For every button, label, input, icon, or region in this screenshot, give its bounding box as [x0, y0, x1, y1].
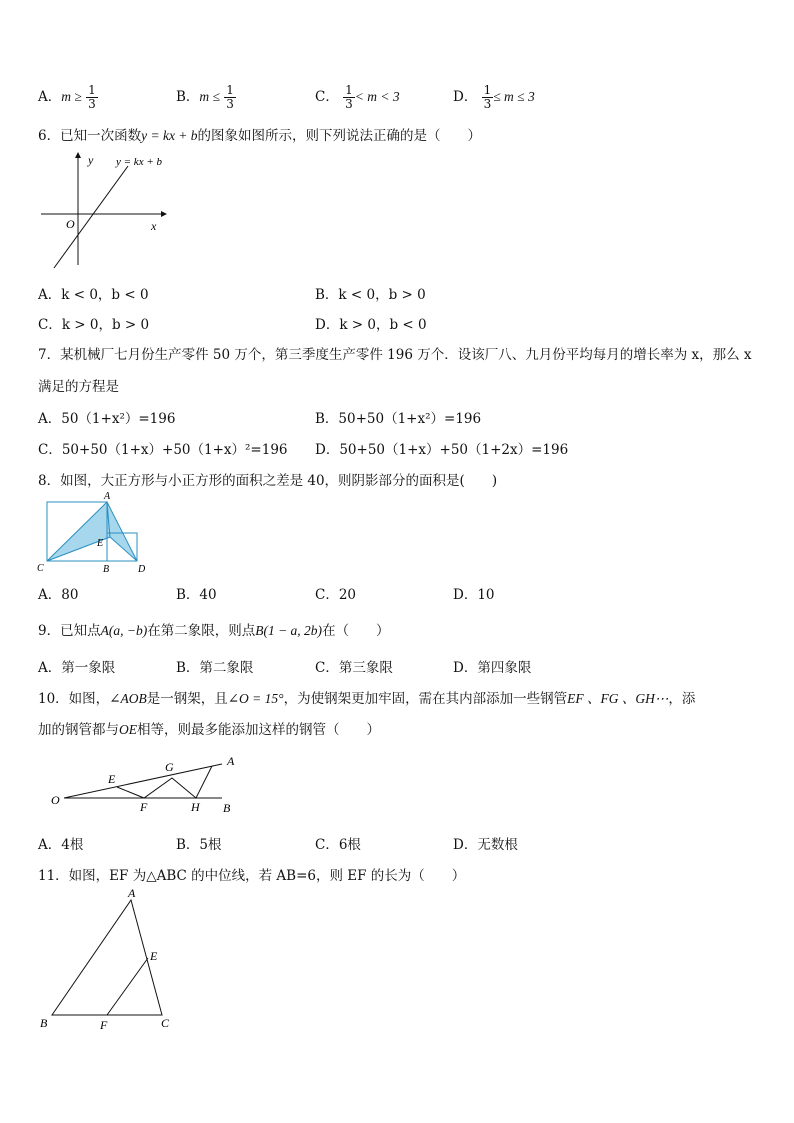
q5-option-a[interactable]: A．m ≥ $\frac{1}{3}$	[38, 83, 96, 111]
q8-option-d[interactable]: D．10	[453, 587, 495, 603]
x-axis-arrow	[161, 211, 167, 217]
fraction: $\frac{1}{3}$	[226, 83, 234, 111]
label-a: A	[128, 886, 136, 900]
fraction: $\frac{1}{3}$	[483, 83, 492, 111]
q10-stem-line2: 加的钢管都与OE相等，则最多能添加这样的钢管（ ）	[38, 722, 380, 738]
shaded-triangle-right	[107, 502, 137, 561]
q10-option-d[interactable]: D．无数根	[453, 837, 518, 853]
x-label: x	[151, 219, 157, 233]
q7-option-b[interactable]: B．50+50（1+x²）=196	[315, 411, 482, 427]
q8-option-a[interactable]: A．80	[38, 587, 79, 603]
label-d: D	[138, 564, 146, 575]
q5-option-c[interactable]: C． $\frac{1}{3}$ < m < 3	[315, 83, 400, 111]
label-b: B	[223, 801, 231, 815]
q5-option-d[interactable]: D． $\frac{1}{3}$ ≤ m ≤ 3	[453, 83, 535, 111]
label-g: G	[165, 760, 174, 774]
label-c: C	[161, 1016, 170, 1030]
fraction: $\frac{1}{3}$	[88, 83, 96, 111]
label-e: E	[97, 538, 104, 549]
label-h: H	[191, 800, 200, 814]
q6-option-c[interactable]: C．k > 0，b > 0	[38, 317, 150, 333]
q9-option-b[interactable]: B．第二象限	[176, 660, 254, 676]
label-a: A	[104, 491, 111, 502]
q8-option-c[interactable]: C．20	[315, 587, 357, 603]
label-o: O	[51, 793, 60, 807]
q9-option-a[interactable]: A．第一象限	[38, 660, 116, 676]
y-axis-arrow	[75, 152, 81, 158]
y-label: y	[88, 153, 94, 167]
q6-option-d[interactable]: D．k > 0，b < 0	[315, 317, 427, 333]
label-e: E	[150, 949, 158, 963]
q10-option-b[interactable]: B．5根	[176, 837, 222, 853]
q7-stem-line1: 7．某机械厂七月份生产零件 50 万个，第三季度生产零件 196 万个．设该厂八、九月份平均每月的增长率为 x，那么 x	[38, 347, 752, 363]
label-e: E	[108, 772, 116, 786]
q10-option-c[interactable]: C．6根	[315, 837, 361, 853]
q10-stem-line1: 10．如图，∠AOB是一钢架，且∠O = 15°，为使钢架更加牢固，需在其内部添加一些钢管EF 、FG 、GH⋯，添	[38, 691, 696, 707]
q11-triangle-figure	[34, 886, 184, 1036]
q11-stem: 11．如图，EF 为△ABC 的中位线，若 AB=6，则 EF 的长为（ ）	[38, 868, 466, 884]
q7-option-c[interactable]: C．50+50（1+x）+50（1+x）²=196	[38, 442, 288, 458]
q9-option-d[interactable]: D．第四象限	[453, 660, 532, 676]
q8-option-b[interactable]: B．40	[176, 587, 217, 603]
label-f: F	[140, 800, 148, 814]
q6-graph	[36, 150, 176, 270]
q6-stem: 6．已知一次函数y = kx + b的图象如图所示，则下列说法正确的是（ ）	[38, 128, 482, 144]
q9-option-c[interactable]: C．第三象限	[315, 660, 393, 676]
q8-stem: 8．如图，大正方形与小正方形的面积之差是 40，则阴影部分的面积是( )	[38, 473, 498, 489]
label-b: B	[40, 1016, 48, 1030]
label-a: A	[227, 754, 235, 768]
q6-option-b[interactable]: B．k < 0，b > 0	[315, 287, 426, 303]
q5-option-b[interactable]: B．m ≤ $\frac{1}{3}$	[176, 83, 234, 111]
triangle-abc	[52, 900, 162, 1015]
label-b: B	[103, 564, 110, 575]
label-f: F	[100, 1018, 108, 1032]
q10-option-a[interactable]: A．4根	[38, 837, 84, 853]
q6-option-a[interactable]: A．k < 0，b < 0	[38, 287, 149, 303]
origin-label: O	[66, 217, 75, 231]
q8-squares-figure	[34, 490, 159, 578]
shaded-triangle-left	[47, 502, 110, 561]
label-c: C	[37, 563, 44, 574]
q7-option-a[interactable]: A．50（1+x²）=196	[38, 411, 176, 427]
q7-stem-line2: 满足的方程是	[38, 379, 119, 395]
q10-steel-frame-figure	[44, 750, 244, 816]
fraction: $\frac{1}{3}$	[345, 83, 353, 111]
midline-ef	[107, 958, 148, 1015]
q7-option-d[interactable]: D．50+50（1+x）+50（1+2x）=196	[315, 442, 569, 458]
q9-stem: 9．已知点A(a, −b)在第二象限，则点B(1 − a, 2b)在（ ）	[38, 623, 390, 639]
line-label: y = kx + b	[116, 156, 162, 168]
